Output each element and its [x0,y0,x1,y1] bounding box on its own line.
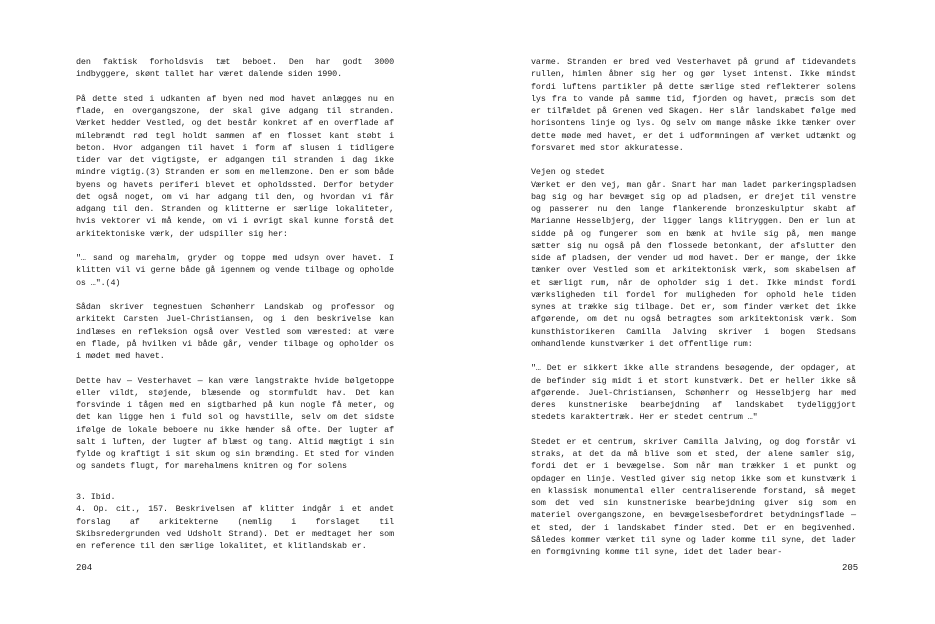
page-number-right: 205 [842,563,859,573]
left-quote: "… sand og marehalm, gryder og toppe med udsyn over havet. I klitten vil vi gerne både gå igennem og vende tilbage og opholde os …".(4) [76,253,394,288]
right-body-column [531,56,856,558]
footnote-3: 3. Ibid. [76,492,116,502]
left-paragraph-1: den faktisk forholdsvis tæt beboet. Den har godt 3000 indbyggere, skønt tallet har været dalende siden 1990. [76,57,394,80]
left-paragraph-5: Dette hav — Vesterhavet — kan være langstrakte hvide bølgetoppe eller vildt, støjende, blæsende og stormfuldt hav. Det kan forsvinde i tågen med en sigtbarhed på kun nogle få meter, og det kan ligge hen i fuld sol og havstille, selv om det sidste ifølge de lokale beboere nu ikke hænder så ofte. Der lugter af salt i luften, der lugter af blæst og tang. Altid mægtigt i sin fylde og kraftigt i sit skum og sin brænding. Et sted for vinden og sandets flugt, for marehalmens knitren og for solens [76,375,394,472]
right-paragraph-1: varme. Stranden er bred ved Vesterhavet på grund af tidevandets rullen, himlen åbner sig her og gør lyset intenst. Ikke mindst fordi luftens partikler på dette særlige sted reflekterer solens lys fra to vande på samme tid, fjorden og havet, præcis som det er tilfældet på Grenen ved Skagen. Her slår landskabet følge med horisontens linje og lys. Og selv om mange måske ikke tænker over dette møde med havet, er det i udformningen af værket udtænkt og forsvaret med stor akkuratesse. [531,57,856,153]
footnotes [76,491,394,552]
left-paragraph-4: Sådan skriver tegnestuen Schønherr Landskab og professor og arkitekt Carsten Juel-Christiansen, og i den beskrivelse kan indlæses en refleksion også over Vestled som værested: at være en flade, på hvilken vi både går, vender tilbage og opholder os i mødet med havet. [76,302,394,361]
left-paragraph-2: På dette sted i udkanten af byen ned mod havet anlægges nu en flade, en overgangszone, der skal give adgang til stranden. Værket hedder Vestled, og det består konkret af en overflade af milebrændt rød tegl holdt sammen af en flosset kant støbt i beton. Hvor adgangen til havet i form af slusen i tidligere tider var det vigtigste, er adgangen til stranden i dag ikke mindre vigtig.(3) Stranden er som en mellemzone. Den er som både byens og havets periferi blevet et opholdssted. Derfor betyder det også noget, om vi har adgang til den, og hvordan vi får adgang til den. Stranden og klitterne er særlige lokaliteter, hvis vektorer vi må kende, om vi i øvrigt skal kunne forstå det arkitektoniske værk, der udspiller sig her: [76,93,394,239]
right-paragraph-4: Stedet er et centrum, skriver Camilla Jalving, og dog forstår vi straks, at det da må blive som et sted, der alene samler sig, fordi det er i bevægelse. Som når man trækker i et punkt og opdager en linje. Vestled giver sig netop ikke som et kunstværk i en klassisk monumental eller centraliserende forstand, så meget som det ved sin kunstneriske bearbejdning giver sig som en materiel overgangszone, en bevægelsesbefordret betydningsflade — et sted, der i landskabet finder sted. Det er en begivenhed. Således kommer værket til syne og lader komme til syne, det lader en formgivning komme til syne, idet det lader bear- [531,436,856,557]
right-quote: "… Det er sikkert ikke alle strandens besøgende, der opdager, at de befinder sig midt i et stort kunstværk. Det er heller ikke så afgørende. Juel-Christiansen, Schønherr og Hesselbjerg har med deres kunstneriske bearbejdning af landskabet tydeliggjort stedets karaktertræk. Her er stedet centrum …" [531,363,856,423]
section-heading: Vejen og stedet [531,167,605,178]
right-page [467,0,935,624]
page-number-left: 204 [76,563,93,573]
left-body-column [76,56,394,473]
right-paragraph-2: Værket er den vej, man går. Snart har man ladet parkeringspladsen bag sig og har bevæget sig op ad pladsen, er drejet til venstre og passerer nu den lange flankerende bronzeskulptur skabt af Marianne Hesselbjerg, der ligger langs klitryggen. Den er lun at sidde på og fungerer som en bænk at hvile sig på, men mange sætter sig nu også på den flossede betonkant, der afslutter den side af pladsen, der vender ud mod havet. Der er mange, der ikke tænker over Vestled som et arkitektonisk værk, som skabelsen af et særligt rum, når de opholder sig i det. Ikke mindst fordi værksligheden til fordel for muligheden for ophold hele tiden synes at trække sig tilbage. Det er, som finder værket det ikke afgørende, om det nu også betragtes som arkitektonisk værk. Som kunsthistorikeren Camilla Jalving skriver i bogen Stedsans omhandlende kunstværker i det offentlige rum: [531,179,856,349]
left-page [0,0,467,624]
footnote-4: 4. Op. cit., 157. Beskrivelsen af klitter indgår i et andet forslag af arkitekterne (nemlig i forslaget til Skibsredergrunden ved Udsholt Strand). Det er medtaget her som en reference til den særlige lokalitet, et klitlandskab er. [76,504,394,551]
